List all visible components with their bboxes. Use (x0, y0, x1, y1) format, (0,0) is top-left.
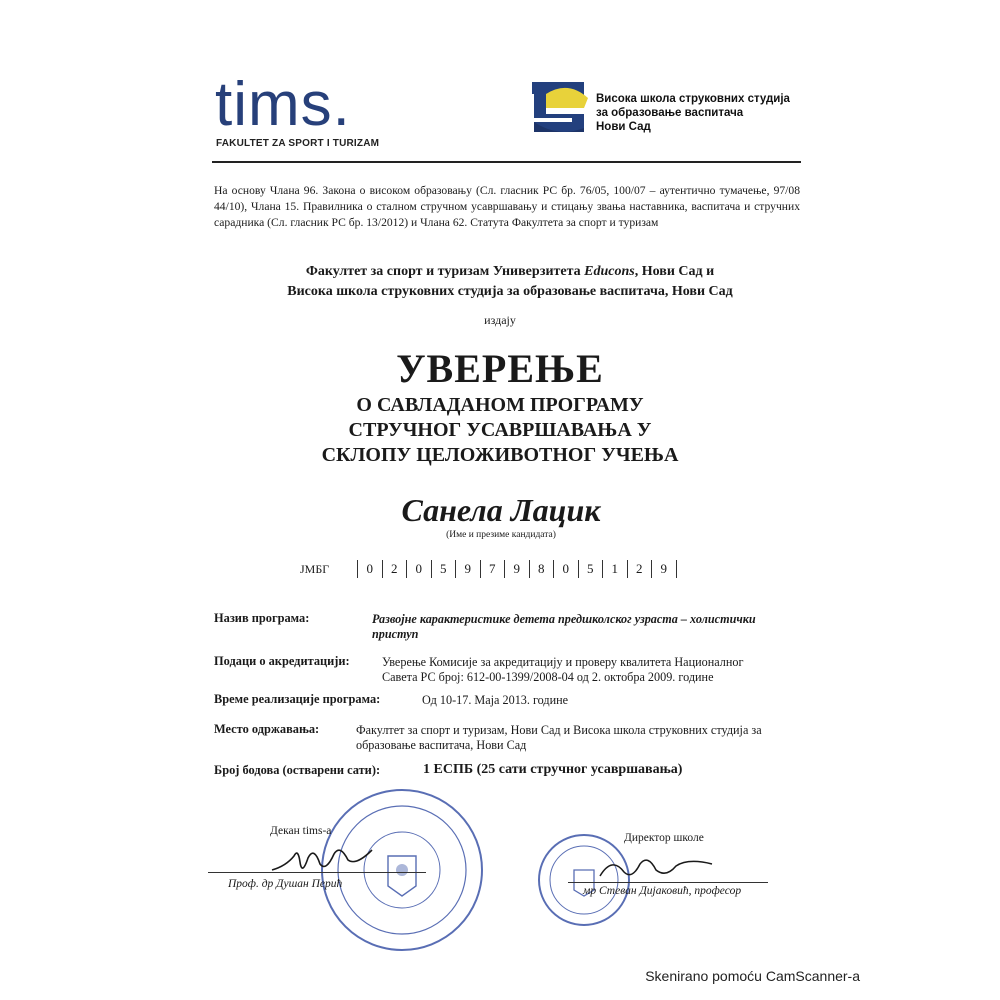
points-value: 1 ЕСПБ (25 сати стручног усавршавања) (423, 762, 683, 777)
candidate-name: Санела Лацик (401, 492, 601, 528)
director-title: Директор школе (624, 832, 704, 844)
issuer-line-1-italic: Educons (584, 264, 635, 279)
legal-basis-text: На основу Члана 96. Закона о високом образовању (Сл. гласник РС бр. 76/05, 100/07 – аутентично тумачење, 97/08 44/10), Члана 15. Правилника о сталном стручном усавршавању и стицању звања наставника, васпитача и стручних сарадника (Сл. гласник РС бр. 13/2012) и Члана 62. Статута Факултета за спорт и туризам (214, 184, 800, 229)
director-name: мр Стеван Дијаковић, професор (583, 885, 742, 897)
subtitle-line: О САВЛАДАНОМ ПРОГРАМУ (356, 394, 644, 416)
scanner-footer: Skenirano pomoću CamScanner-a (645, 968, 860, 984)
jmbg-digit: 2 (628, 560, 653, 578)
subtitle-line: СКЛОПУ ЦЕЛОЖИВОТНОГ УЧЕЊА (321, 444, 679, 466)
jmbg-digit: 0 (358, 560, 383, 578)
director-signature-line (568, 882, 768, 883)
issuer-line-1-suffix: , Нови Сад и (634, 264, 715, 279)
school-book-logo-icon (528, 78, 590, 138)
tims-logo-dot: . (332, 70, 351, 139)
issuer-block (150, 262, 870, 302)
certificate-subtitle (150, 393, 850, 468)
tims-subtitle: FAKULTET ZA SPORT I TURIZAM (216, 138, 380, 149)
jmbg-digit: 8 (530, 560, 555, 578)
jmbg-digit: 7 (481, 560, 506, 578)
dean-title: Декан tims-a (270, 825, 332, 837)
director-signature-icon (596, 846, 716, 886)
time-label: Време реализације програма: (214, 692, 381, 706)
jmbg-digit: 2 (383, 560, 408, 578)
issuer-line-2: Висока школа струковних студија за образовање васпитача, Нови Сад (287, 284, 733, 299)
issue-word: издају (484, 313, 516, 327)
program-label: Назив програма: (214, 611, 310, 625)
jmbg-label: ЈМБГ (300, 562, 330, 576)
points-label: Број бодова (остварени сати): (214, 763, 381, 777)
candidate-name-caption: (Име и презиме кандидата) (446, 530, 556, 540)
school-name-line: за образовање васпитача (596, 107, 744, 119)
place-value: Факултет за спорт и туризам, Нови Сад и Висока школа струковних студија за образовање васпитача, Нови Сад (356, 723, 762, 752)
dean-signature-icon (268, 836, 378, 880)
time-value: Од 10-17. Маја 2013. године (422, 693, 569, 707)
school-name-line: Нови Сад (596, 121, 651, 133)
dean-signature-line (208, 872, 426, 873)
tims-logo (215, 70, 351, 139)
jmbg-digit: 9 (660, 561, 667, 576)
jmbg-digit: 9 (456, 560, 481, 578)
jmbg-digit: 5 (432, 560, 457, 578)
jmbg-digit: 9 (505, 560, 530, 578)
accreditation-value: Уверење Комисије за акредитацију и проверу квалитета Националног Савета РС број: 612-00-1399/2008-04 од 2. октобра 2009. године (382, 655, 744, 684)
jmbg-digit: 1 (603, 560, 628, 578)
school-name-block (596, 92, 790, 134)
place-label: Место одржавања: (214, 722, 320, 736)
tims-logo-text: tims (215, 70, 333, 139)
certificate-title: УВЕРЕЊЕ (396, 346, 604, 391)
program-value: Развојне карактеристике детета предшколског узраста – холистички приступ (372, 612, 756, 641)
accreditation-label: Подаци о акредитацији: (214, 654, 350, 668)
jmbg-digit: 5 (579, 560, 604, 578)
jmbg-digit: 0 (554, 560, 579, 578)
subtitle-line: СТРУЧНОГ УСАВРШАВАЊА У (348, 419, 652, 441)
jmbg-digit: 0 (407, 560, 432, 578)
jmbg-digits (357, 560, 677, 578)
school-name-line: Висока школа струковних студија (596, 93, 790, 105)
header-divider (212, 161, 801, 163)
issuer-line-1-prefix: Факултет за спорт и туризам Универзитета (305, 264, 585, 279)
issuer-line-1 (150, 262, 870, 282)
dean-name: Проф. др Душан Перић (228, 878, 343, 890)
